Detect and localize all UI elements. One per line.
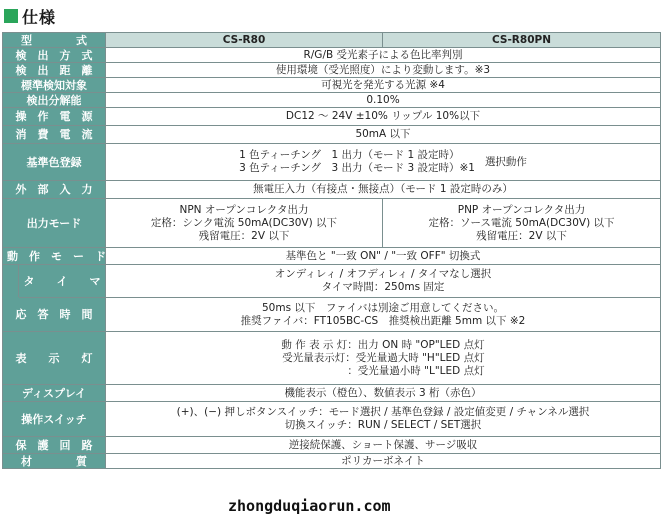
table-row — [3, 108, 661, 126]
row-value: R/G/B 受光素子による色比率判別 — [106, 48, 661, 63]
row-label: 検出分解能 — [3, 93, 106, 108]
output-npn — [106, 199, 383, 248]
response-line1: 50ms 以下 ファイバは別途ご用意してください。 — [262, 301, 504, 314]
row-value — [106, 402, 661, 437]
row-value: 使用環境（受光照度）により変動します。※3 — [106, 63, 661, 78]
row-label-spacer — [3, 265, 19, 298]
npn-line1: NPN オープンコレクタ出力 — [179, 203, 309, 216]
table-row — [3, 454, 661, 469]
indicator-line3: ：受光量過小時 "L"LED 点灯 — [347, 364, 485, 377]
table-row — [3, 126, 661, 144]
model-label: 型 式 — [3, 33, 106, 48]
row-label: 外 部 入 力 — [3, 181, 106, 199]
row-value: 0.10% — [106, 93, 661, 108]
spec-table — [2, 32, 661, 469]
row-label: 消 費 電 流 — [3, 126, 106, 144]
row-label: 操 作 電 源 — [3, 108, 106, 126]
row-value — [106, 332, 661, 385]
row-sublabel: タ イ マ — [19, 265, 106, 298]
table-row — [3, 63, 661, 78]
row-value: DC12 ～ 24V ±10% リップル 10%以下 — [106, 108, 661, 126]
table-row — [3, 181, 661, 199]
ref-color-line1: 1 色ティーチング 1 出力（モード 1 設定時） — [239, 149, 460, 161]
row-value: 機能表示（橙色）、数値表示 3 桁（赤色） — [106, 385, 661, 402]
row-label: 操作スイッチ — [3, 402, 106, 437]
ref-color-line2: 3 色ティーチング 3 出力（モード 3 設定時）※1 — [239, 162, 475, 174]
npn-line3: 残留電圧：2V 以下 — [198, 229, 290, 242]
row-label: 検 出 方 式 — [3, 48, 106, 63]
pnp-line1: PNP オープンコレクタ出力 — [457, 203, 586, 216]
row-label: 材 質 — [3, 454, 106, 469]
indicator-line1: 動 作 表 示 灯：出力 ON 時 "OP"LED 点灯 — [281, 338, 485, 351]
table-row — [3, 437, 661, 454]
row-label: 標準検知対象 — [3, 78, 106, 93]
switch-line2: 切換スイッチ：RUN / SELECT / SET選択 — [284, 419, 482, 431]
section-heading — [4, 4, 56, 28]
table-row — [3, 298, 661, 332]
table-row — [3, 78, 661, 93]
table-row — [3, 144, 661, 181]
model-cs-r80: CS-R80 — [106, 33, 383, 48]
row-value: 可視光を発光する光源 ※4 — [106, 78, 661, 93]
row-label: 表 示 灯 — [3, 332, 106, 385]
row-label: 動 作 モ ー ド — [3, 248, 106, 265]
row-value: ポリカーボネイト — [106, 454, 661, 469]
row-value: 50mA 以下 — [106, 126, 661, 144]
table-header-row — [3, 33, 661, 48]
row-label: ディスプレイ — [3, 385, 106, 402]
table-row — [3, 199, 661, 248]
table-row — [3, 265, 661, 298]
row-value — [106, 144, 661, 181]
table-row — [3, 402, 661, 437]
pnp-line3: 残留電圧：2V 以下 — [476, 229, 567, 242]
timer-line2: タイマ時間：250ms 固定 — [321, 281, 445, 293]
row-label: 出力モード — [3, 199, 106, 248]
table-row — [3, 48, 661, 63]
model-cs-r80pn: CS-R80PN — [383, 33, 661, 48]
green-square-icon — [4, 9, 18, 23]
row-value: 逆接続保護、ショート保護、サージ吸収 — [106, 437, 661, 454]
row-value: 基準色と "一致 ON" / "一致 OFF" 切換式 — [106, 248, 661, 265]
ref-color-side: 選択動作 — [484, 155, 527, 168]
table-row — [3, 248, 661, 265]
row-label: 基準色登録 — [3, 144, 106, 181]
row-value — [106, 265, 661, 298]
pnp-line2: 定格：ソース電流 50mA(DC30V) 以下 — [428, 216, 615, 229]
watermark-text: zhongduqiaorun.com — [228, 497, 391, 515]
switch-line1: (+)、(−) 押しボタンスイッチ：モード選択 / 基準色登録 / 設定値変更 / チャンネル選択 — [176, 406, 590, 418]
output-pnp — [383, 199, 661, 248]
table-row — [3, 385, 661, 402]
response-line2: 推奨ファイバ：FT105BC-CS 推奨検出距離 5mm 以下 ※2 — [240, 314, 526, 327]
row-label: 検 出 距 離 — [3, 63, 106, 78]
timer-line1: オンディレィ / オフディレィ / タイマなし選択 — [274, 268, 492, 280]
npn-line2: 定格：シンク電流 50mA(DC30V) 以下 — [150, 216, 338, 229]
row-value — [106, 298, 661, 332]
table-row — [3, 93, 661, 108]
indicator-line2: 受光量表示灯：受光量過大時 "H"LED 点灯 — [282, 351, 485, 364]
row-label: 保 護 回 路 — [3, 437, 106, 454]
row-label: 応 答 時 間 — [3, 298, 106, 332]
row-value: 無電圧入力（有接点・無接点）（モード 1 設定時のみ） — [106, 181, 661, 199]
table-row — [3, 332, 661, 385]
heading-title: 仕様 — [22, 7, 57, 27]
